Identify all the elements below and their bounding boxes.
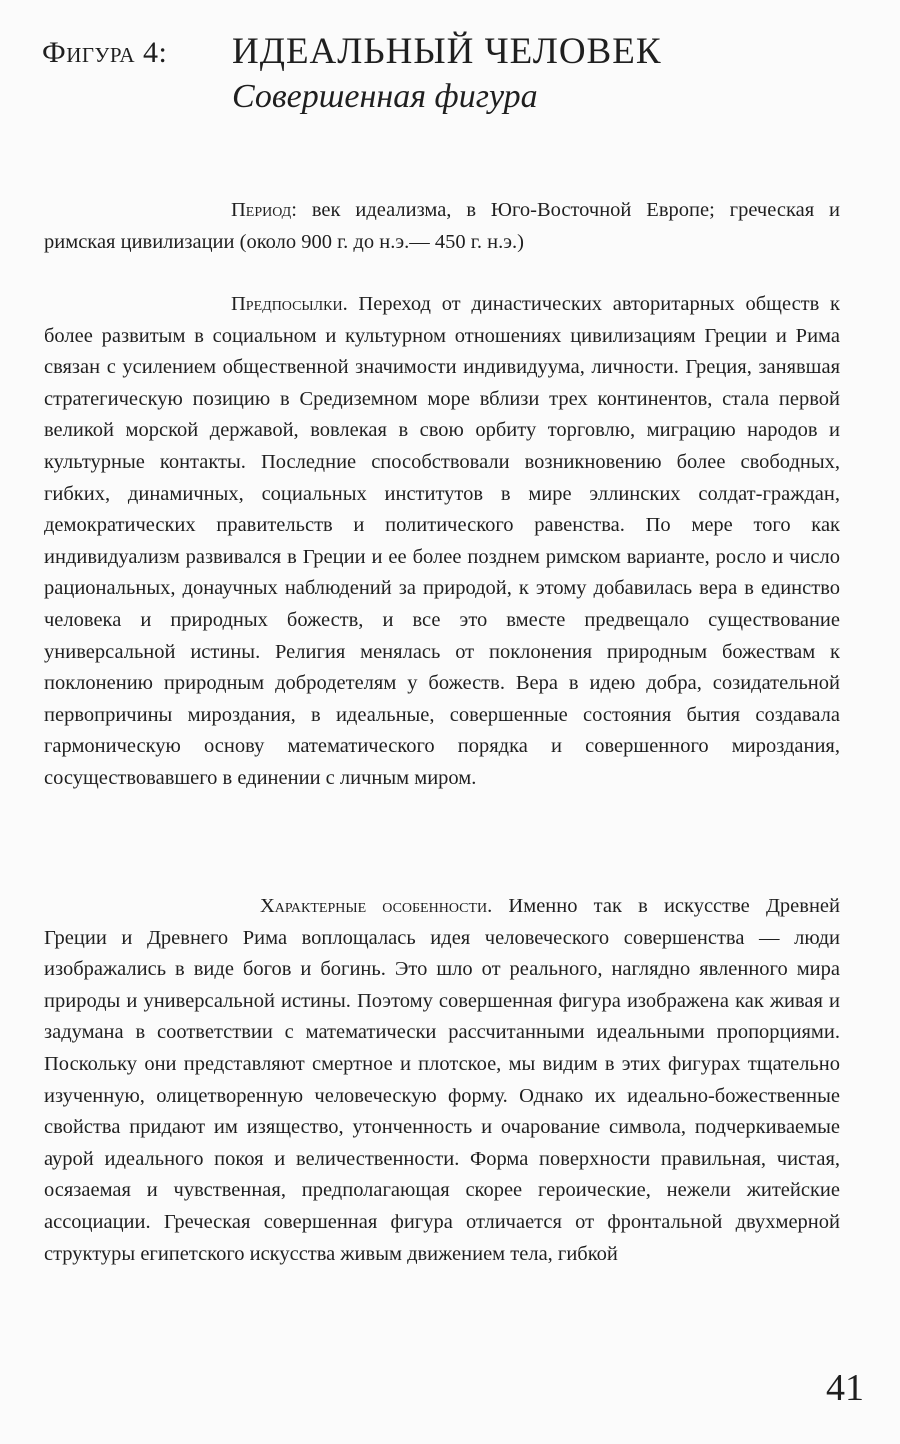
period-text: век идеализма, в Юго-Восточной Европе; греческая и римская цивилизации (около 900 г. до н.э.— 450 г. н.э.) [44,199,840,253]
features-text: Именно так в искусстве Древней Греции и Древнего Рима воплощалась идея человеческого совершенства — люди изображались в виде богов и богинь. Это шло от реального, наглядно явленного мира природы и универсальной истины. Поэтому совершенная фигура изображена как живая и задумана в соответствии с математически рассчитанными идеальными пропорциями. Поскольку они представляют смертное и плотское, мы видим в этих фигурах тщательно изученную, олицетворенную человеческую форму. Однако их идеально-божественные свойства придают им изящество, утонченность и очарование символа, подчеркиваемые аурой идеального покоя и величественности. Форма поверхности правильная, чистая, осязаемая и чувственная, предполагающая скорее героические, нежели житейские ассоциации. Греческая совершенная фигура отличается от фронтальной двухмерной структуры египетского искусства живым движением тела, гибкой [44,895,840,1265]
prerequisites-text: Переход от династических авторитарных обществ к более развитым в социальном и культурном отношениях цивилизациям Греции и Рима связан с усилением общественной значимости индивидуума, личности. Греция, занявшая стратегическую позицию в Средиземном море вблизи трех континентов, стала первой великой морской державой, вовлекая в свою орбиту торговлю, миграцию народов и культурные контакты. Последние способствовали возникновению более свободных, гибких, динамичных, социальных институтов в мире эллинских солдат-граждан, демократических правительств и политического равенства. По мере того как индивидуализм развивался в Греции и ее более позднем римском варианте, росло и число рациональных, донаучных наблюдений за природой, к этому добавилась вера в единство человека и природных божеств, и все это вместе предвещало существование универсальной истины. Религия менялась от поклонения природным божествам к поклонению природным добродетелям у божеств. Вера в идею добра, созидательной первопричины мироздания, в идеальные, совершенные состояния бытия создавала гармоническую основу математического порядка и совершенного мироздания, сосуществовавшего в единении с личным миром. [44,293,840,789]
chapter-title: ИДЕАЛЬНЫЙ ЧЕЛОВЕК [232,31,662,72]
prerequisites-paragraph [44,289,840,795]
page-number: 41 [826,1367,864,1409]
features-lead: Характерные особенности. [260,895,493,917]
period-lead: Период: [231,199,297,221]
chapter-subtitle: Совершенная фигура [232,78,538,115]
figure-label: Фигура 4: [42,36,168,69]
prerequisites-lead: Предпосылки. [231,293,348,315]
features-paragraph [44,891,840,1270]
period-paragraph [44,195,840,258]
